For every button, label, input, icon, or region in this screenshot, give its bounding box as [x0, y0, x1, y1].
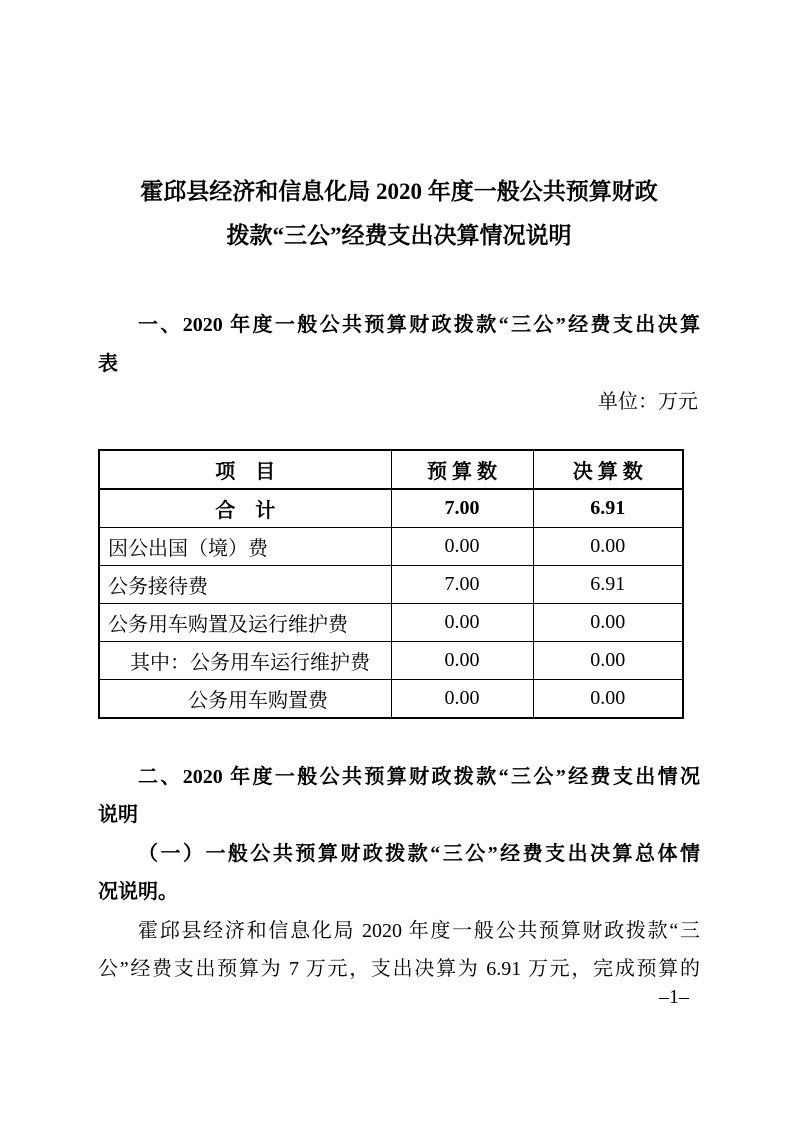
page-number: –1– — [659, 986, 689, 1008]
table-row-vehicle-purchase — [99, 679, 683, 718]
table-row-reception — [99, 565, 683, 603]
document-title — [98, 170, 700, 258]
document-title-line-2: 拨款“三公”经费支出决算情况说明 — [226, 223, 572, 248]
section2-sub-heading-line-2: 况说明。 — [98, 881, 178, 903]
document-title-line-1: 霍邱县经济和信息化局 2020 年度一般公共预算财政 — [140, 179, 658, 204]
table-header-item: 项 目 — [99, 450, 391, 489]
table-cell-final: 6.91 — [533, 489, 683, 528]
section2-heading-line-2: 说明 — [98, 804, 138, 826]
unit-label: 单位：万元 — [598, 391, 698, 413]
section1-heading-line-2: 表 — [98, 352, 118, 375]
table-header-budget: 预 算 数 — [391, 450, 533, 489]
table-cell-item: 公务用车购置及运行维护费 — [99, 603, 391, 641]
table-cell-budget: 0.00 — [391, 603, 533, 641]
table-cell-final: 0.00 — [533, 603, 683, 641]
section2-sub-heading-line-1: （一）一般公共预算财政拨款“三公”经费支出决算总体情 — [138, 842, 700, 865]
table-cell-budget: 0.00 — [391, 527, 533, 565]
table-header-row — [99, 450, 683, 489]
three-public-expense-table — [98, 449, 684, 719]
table-row-vehicle-total — [99, 603, 683, 641]
table-cell-final: 0.00 — [533, 679, 683, 718]
table-row-abroad — [99, 527, 683, 565]
table-cell-item: 因公出国（境）费 — [99, 527, 391, 565]
table-cell-budget: 0.00 — [391, 641, 533, 679]
table-cell-final: 0.00 — [533, 641, 683, 679]
table-cell-budget: 0.00 — [391, 679, 533, 718]
table-cell-item: 其中：公务用车运行维护费 — [99, 641, 391, 679]
table-cell-budget: 7.00 — [391, 565, 533, 603]
section1-heading-line-1: 一、2020 年度一般公共预算财政拨款“三公”经费支出决算 — [138, 314, 700, 336]
table-cell-item: 公务用车购置费 — [99, 679, 391, 718]
table-cell-budget: 7.00 — [391, 489, 533, 528]
table-header-final: 决 算 数 — [533, 450, 683, 489]
table-row-vehicle-maintenance — [99, 641, 683, 679]
table-cell-item: 公务接待费 — [99, 565, 391, 603]
section2-heading-line-1: 二、2020 年度一般公共预算财政拨款“三公”经费支出情况 — [138, 765, 700, 788]
body-paragraph-line-1: 霍邱县经济和信息化局 2020 年度一般公共预算财政拨款“三 — [138, 919, 700, 942]
table-row-total — [99, 489, 683, 528]
table-cell-item: 合 计 — [99, 489, 391, 528]
table-cell-final: 6.91 — [533, 565, 683, 603]
body-paragraph-line-2: 公”经费支出预算为 7 万元，支出决算为 6.91 万元，完成预算的 — [98, 958, 700, 980]
table-cell-final: 0.00 — [533, 527, 683, 565]
